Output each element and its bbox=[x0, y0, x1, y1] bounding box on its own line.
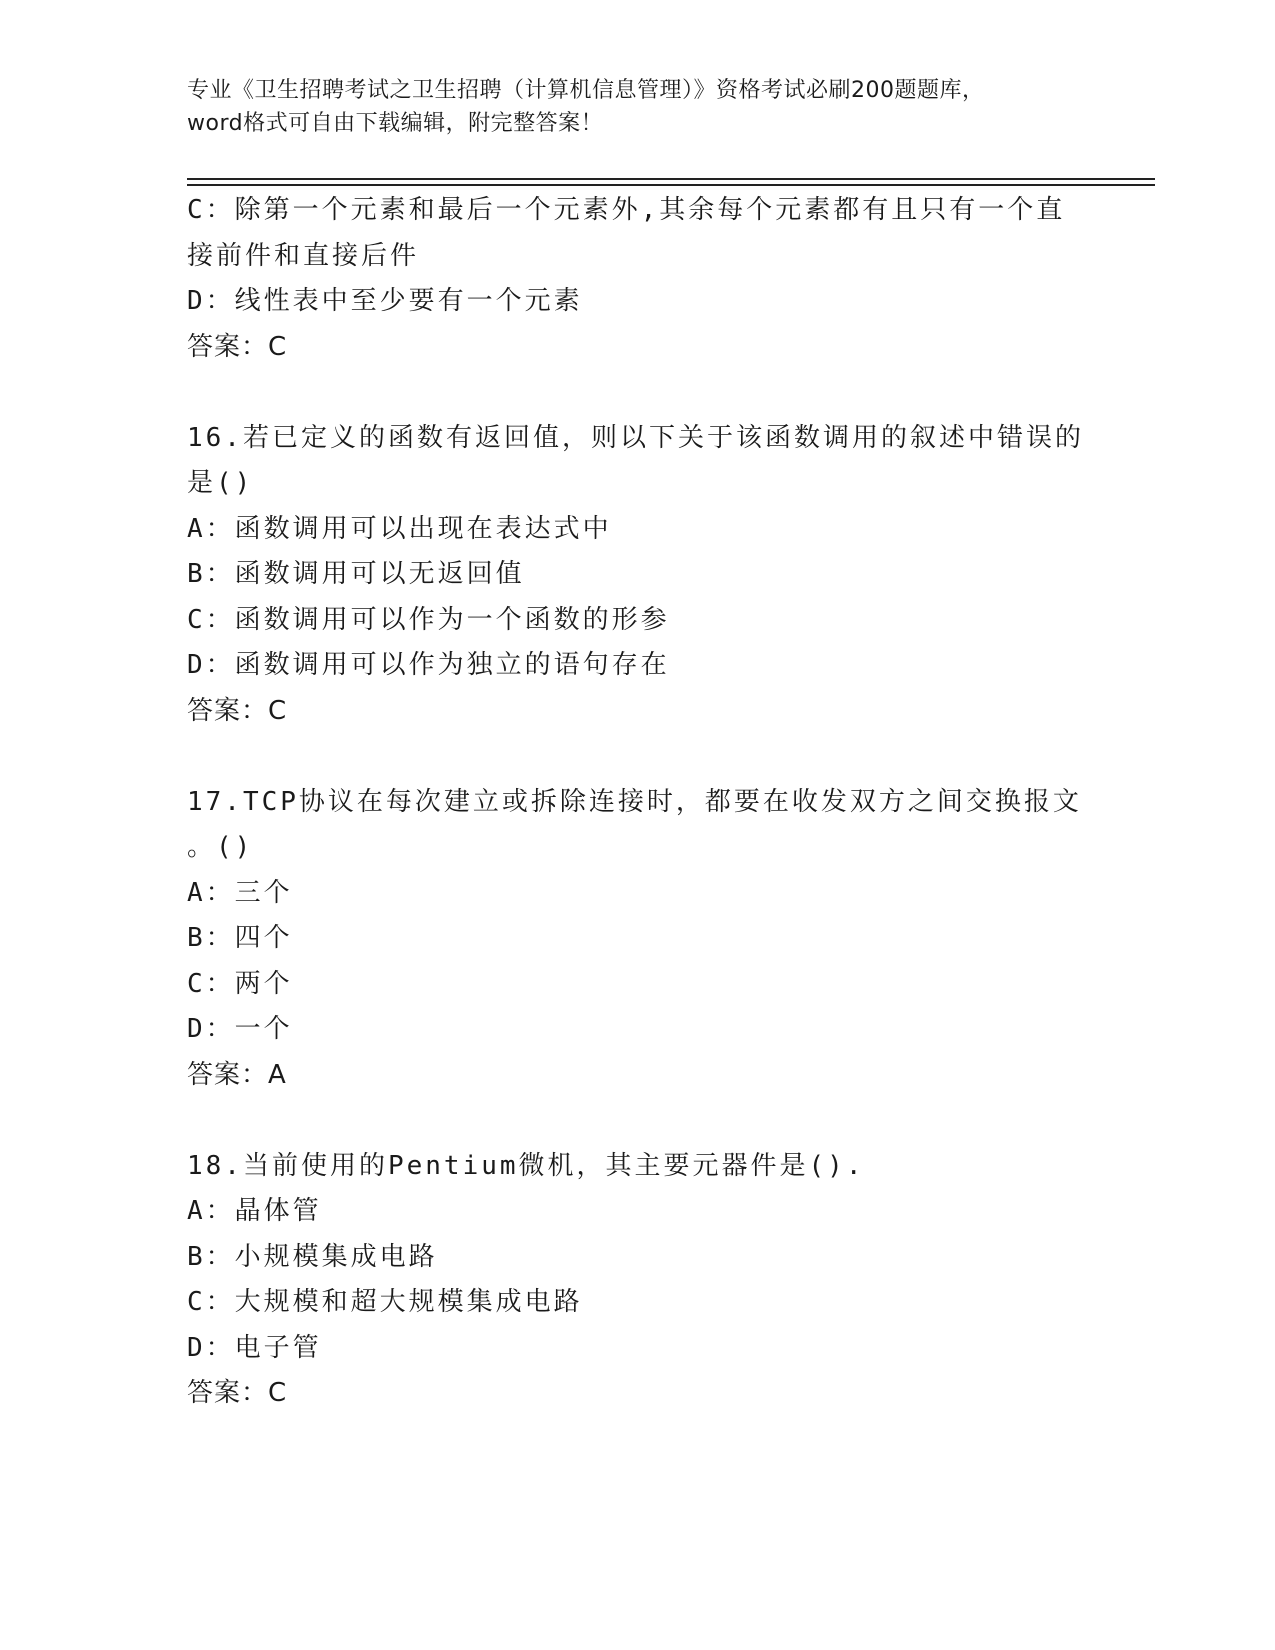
q15-option-c-line1: C：除第一个元素和最后一个元素外,其余每个元素都有且只有一个直 bbox=[187, 195, 1066, 225]
question-18 bbox=[187, 1144, 1087, 1417]
q17-option-d: D：一个 bbox=[187, 1014, 293, 1044]
question-17 bbox=[187, 780, 1087, 1099]
header-line-2: word格式可自由下载编辑，附完整答案！ bbox=[187, 111, 604, 136]
q18-stem-line1: 18.当前使用的Pentium微机，其主要元器件是(). bbox=[187, 1150, 865, 1181]
document-header bbox=[187, 74, 1087, 140]
q18-option-a: A：晶体管 bbox=[187, 1196, 322, 1226]
q17-stem-line1: 17.TCP协议在每次建立或拆除连接时，都要在收发双方之间交换报文 bbox=[187, 786, 1082, 817]
q17-answer: 答案：A bbox=[187, 1059, 287, 1090]
q17-stem-line2: 。() bbox=[187, 832, 254, 862]
q16-option-c: C：函数调用可以作为一个函数的形参 bbox=[187, 604, 670, 635]
q17-option-c: C：两个 bbox=[187, 968, 293, 999]
q16-option-b: B：函数调用可以无返回值 bbox=[187, 559, 525, 589]
spacer bbox=[187, 1098, 1087, 1144]
header-line-1: 专业《卫生招聘考试之卫生招聘（计算机信息管理）》资格考试必刷200题题库， bbox=[187, 78, 985, 103]
q15-option-d: D：线性表中至少要有一个元素 bbox=[187, 286, 583, 316]
q18-answer: 答案：C bbox=[187, 1378, 288, 1408]
header-divider-bottom bbox=[187, 184, 1155, 186]
header-divider-top bbox=[187, 178, 1155, 180]
q16-answer: 答案：C bbox=[187, 695, 288, 726]
q17-option-b: B：四个 bbox=[187, 923, 293, 953]
q15-option-c-line2: 接前件和直接后件 bbox=[187, 240, 420, 271]
q16-option-d: D：函数调用可以作为独立的语句存在 bbox=[187, 650, 670, 680]
q16-stem-line2: 是() bbox=[187, 468, 254, 498]
q18-option-b: B：小规模集成电路 bbox=[187, 1241, 438, 1272]
question-list bbox=[187, 188, 1087, 1417]
question-15-tail bbox=[187, 188, 1087, 370]
q16-stem-line1: 16.若已定义的函数有返回值，则以下关于该函数调用的叙述中错误的 bbox=[187, 422, 1084, 453]
q15-answer: 答案：C bbox=[187, 331, 288, 362]
spacer bbox=[187, 370, 1087, 416]
q17-option-a: A：三个 bbox=[187, 877, 293, 908]
spacer bbox=[187, 734, 1087, 780]
question-16 bbox=[187, 416, 1087, 735]
q18-option-d: D：电子管 bbox=[187, 1332, 322, 1363]
q18-option-c: C：大规模和超大规模集成电路 bbox=[187, 1287, 583, 1317]
q16-option-a: A：函数调用可以出现在表达式中 bbox=[187, 513, 612, 544]
